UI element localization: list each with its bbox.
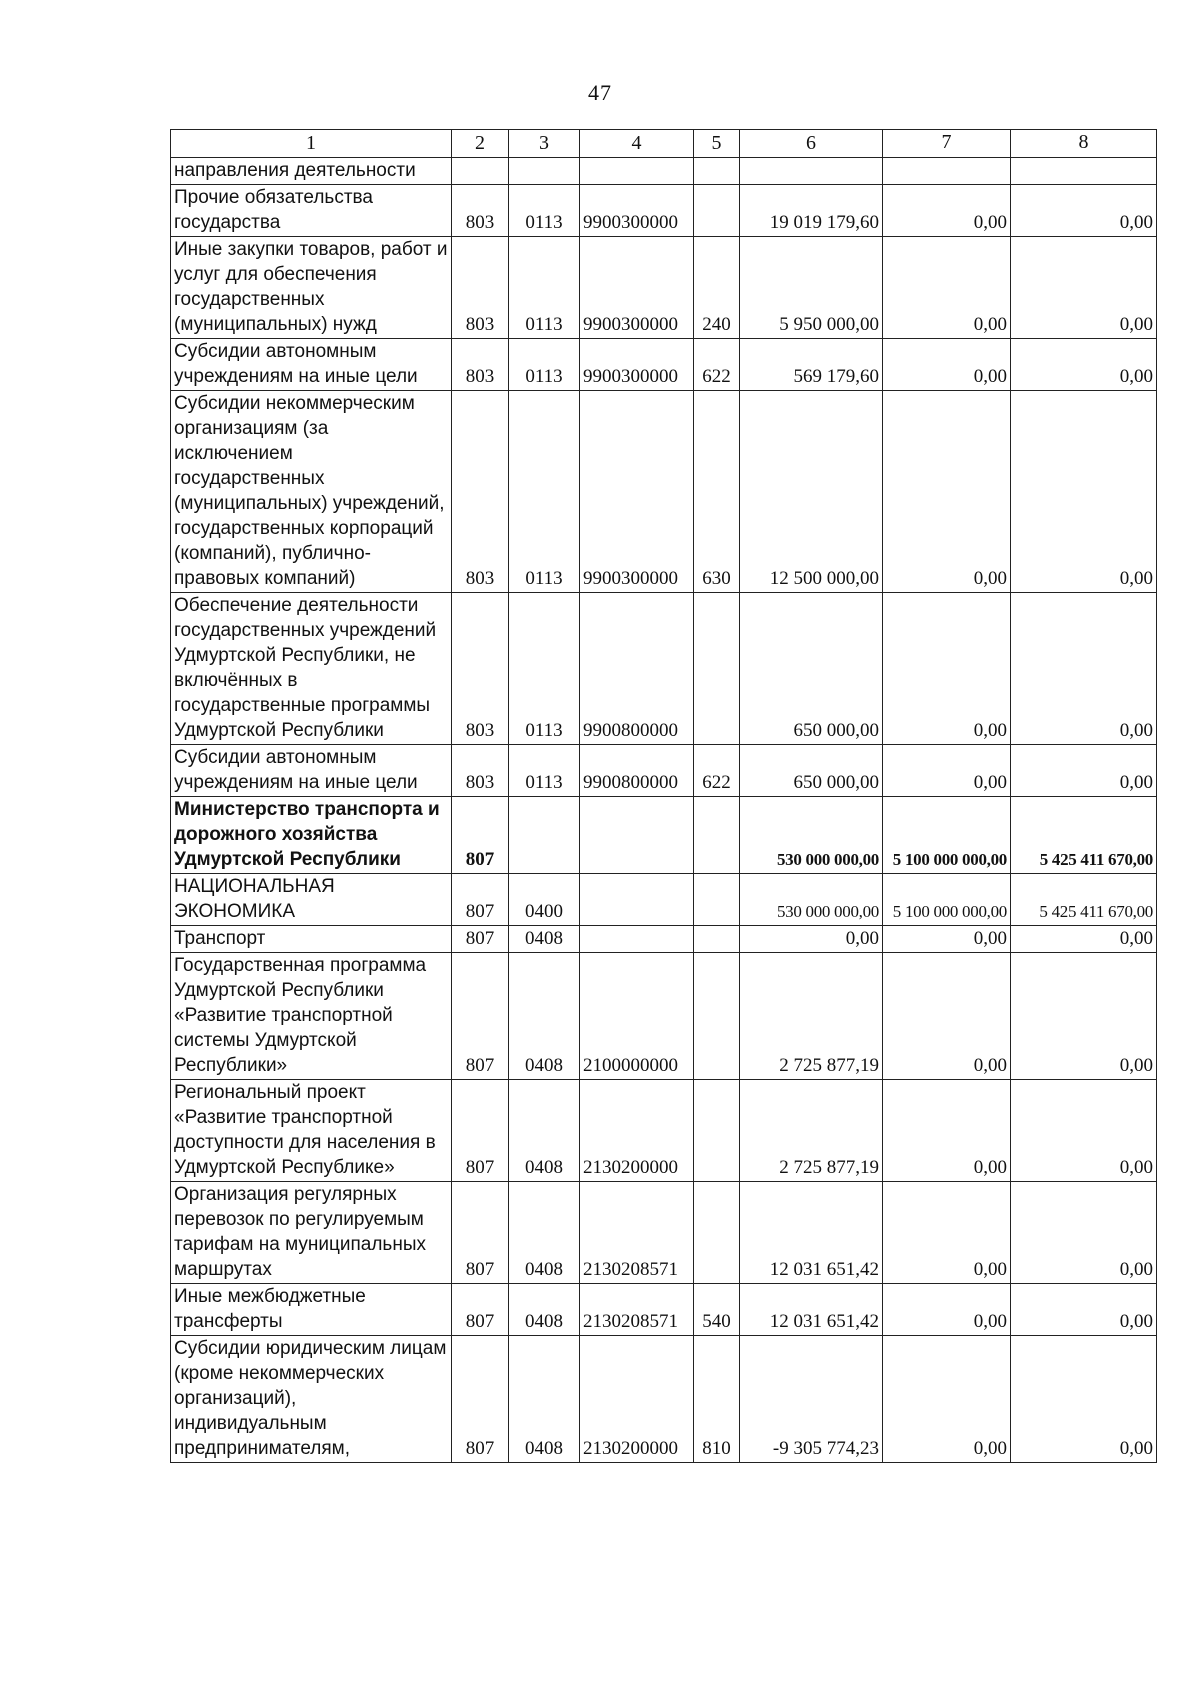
cell-amount-7: 0,00: [883, 1336, 1011, 1463]
cell-ministry-code: 803: [452, 185, 509, 237]
row-name: НАЦИОНАЛЬНАЯ ЭКОНОМИКА: [171, 874, 452, 926]
cell-amount-6: [740, 158, 883, 185]
cell-target-code: 2130200000: [580, 1080, 694, 1182]
cell-expense-type: 622: [694, 339, 740, 391]
cell-section-code: 0113: [509, 339, 580, 391]
cell-amount-7: 0,00: [883, 391, 1011, 593]
cell-amount-7: 0,00: [883, 237, 1011, 339]
cell-section-code: 0408: [509, 1284, 580, 1336]
table-row: [171, 926, 1157, 953]
cell-target-code: 9900300000: [580, 339, 694, 391]
cell-section-code: 0113: [509, 391, 580, 593]
cell-amount-6: 530 000 000,00: [740, 797, 883, 874]
row-name: Субсидии юридическим лицам (кроме некоммерческих организаций), индивидуальным предпринимателям,: [171, 1336, 452, 1463]
cell-target-code: [580, 926, 694, 953]
cell-expense-type: 540: [694, 1284, 740, 1336]
row-name: Субсидии автономным учреждениям на иные цели: [171, 745, 452, 797]
cell-section-code: 0400: [509, 874, 580, 926]
column-header-7: 7: [883, 130, 1011, 158]
row-name: Транспорт: [171, 926, 452, 953]
cell-expense-type: [694, 158, 740, 185]
cell-amount-6: 2 725 877,19: [740, 1080, 883, 1182]
table-row-ministry: [171, 797, 1157, 874]
column-header-1: 1: [171, 130, 452, 158]
cell-amount-6: 0,00: [740, 926, 883, 953]
column-header-8: 8: [1011, 130, 1157, 158]
cell-ministry-code: 803: [452, 593, 509, 745]
cell-target-code: 2100000000: [580, 953, 694, 1080]
row-name: Обеспечение деятельности государственных учреждений Удмуртской Республики, не включённых в государственные программы Удмуртской Республики: [171, 593, 452, 745]
cell-amount-8: 0,00: [1011, 391, 1157, 593]
table-row: [171, 237, 1157, 339]
cell-amount-8: [1011, 158, 1157, 185]
table-row: [171, 593, 1157, 745]
table-row: [171, 953, 1157, 1080]
cell-expense-type: [694, 593, 740, 745]
cell-section-code: 0113: [509, 185, 580, 237]
cell-section-code: 0408: [509, 1080, 580, 1182]
table-row: [171, 874, 1157, 926]
cell-section-code: 0113: [509, 593, 580, 745]
column-header-6: 6: [740, 130, 883, 158]
cell-ministry-code: 803: [452, 237, 509, 339]
cell-target-code: 2130208571: [580, 1284, 694, 1336]
cell-amount-7: 0,00: [883, 953, 1011, 1080]
cell-amount-6: -9 305 774,23: [740, 1336, 883, 1463]
cell-amount-7: 5 100 000 000,00: [883, 797, 1011, 874]
cell-ministry-code: 807: [452, 1080, 509, 1182]
cell-ministry-code: 803: [452, 339, 509, 391]
cell-target-code: [580, 158, 694, 185]
column-header-5: 5: [694, 130, 740, 158]
cell-amount-8: 0,00: [1011, 237, 1157, 339]
cell-expense-type: 622: [694, 745, 740, 797]
cell-ministry-code: [452, 158, 509, 185]
table-row: [171, 1284, 1157, 1336]
cell-target-code: 2130200000: [580, 1336, 694, 1463]
cell-ministry-code: 803: [452, 745, 509, 797]
column-header-4: 4: [580, 130, 694, 158]
cell-amount-6: 12 031 651,42: [740, 1182, 883, 1284]
table-row: [171, 1182, 1157, 1284]
cell-amount-7: 5 100 000 000,00: [883, 874, 1011, 926]
cell-amount-6: 569 179,60: [740, 339, 883, 391]
row-name: Министерство транспорта и дорожного хозяйства Удмуртской Республики: [171, 797, 452, 874]
table-row: [171, 339, 1157, 391]
cell-target-code: 9900300000: [580, 391, 694, 593]
cell-amount-6: 12 031 651,42: [740, 1284, 883, 1336]
cell-amount-8: 0,00: [1011, 1182, 1157, 1284]
table-row: [171, 1080, 1157, 1182]
cell-target-code: 9900800000: [580, 745, 694, 797]
cell-expense-type: [694, 1080, 740, 1182]
cell-target-code: 9900800000: [580, 593, 694, 745]
cell-amount-6: 530 000 000,00: [740, 874, 883, 926]
cell-section-code: [509, 797, 580, 874]
cell-ministry-code: 803: [452, 391, 509, 593]
column-header-3: 3: [509, 130, 580, 158]
row-name: направления деятельности: [171, 158, 452, 185]
cell-amount-7: 0,00: [883, 185, 1011, 237]
cell-amount-8: 5 425 411 670,00: [1011, 874, 1157, 926]
cell-amount-8: 0,00: [1011, 185, 1157, 237]
row-name: Организация регулярных перевозок по регулируемым тарифам на муниципальных маршрутах: [171, 1182, 452, 1284]
cell-ministry-code: 807: [452, 797, 509, 874]
header-row: [171, 130, 1157, 158]
table-row: [171, 391, 1157, 593]
cell-ministry-code: 807: [452, 1336, 509, 1463]
cell-target-code: 9900300000: [580, 237, 694, 339]
cell-ministry-code: 807: [452, 953, 509, 1080]
cell-target-code: [580, 797, 694, 874]
cell-section-code: 0408: [509, 953, 580, 1080]
cell-amount-8: 0,00: [1011, 1080, 1157, 1182]
cell-amount-7: 0,00: [883, 926, 1011, 953]
cell-ministry-code: 807: [452, 1284, 509, 1336]
cell-section-code: 0113: [509, 745, 580, 797]
table-row: [171, 158, 1157, 185]
row-name: Субсидии некоммерческим организациям (за исключением государственных (муниципальных) учреждений, государственных корпораций (компаний), публично-правовых компаний): [171, 391, 452, 593]
cell-expense-type: [694, 1182, 740, 1284]
cell-ministry-code: 807: [452, 874, 509, 926]
cell-amount-8: 0,00: [1011, 745, 1157, 797]
cell-amount-7: [883, 158, 1011, 185]
cell-section-code: [509, 158, 580, 185]
row-name: Прочие обязательства государства: [171, 185, 452, 237]
cell-amount-8: 5 425 411 670,00: [1011, 797, 1157, 874]
cell-amount-6: 650 000,00: [740, 745, 883, 797]
cell-expense-type: 630: [694, 391, 740, 593]
cell-amount-8: 0,00: [1011, 1284, 1157, 1336]
cell-expense-type: [694, 185, 740, 237]
cell-amount-8: 0,00: [1011, 339, 1157, 391]
table-row: [171, 1336, 1157, 1463]
page-number: 47: [588, 80, 612, 105]
cell-amount-6: 19 019 179,60: [740, 185, 883, 237]
cell-expense-type: [694, 953, 740, 1080]
budget-table: [170, 129, 1157, 1463]
cell-amount-6: 650 000,00: [740, 593, 883, 745]
cell-amount-8: 0,00: [1011, 926, 1157, 953]
cell-amount-7: 0,00: [883, 745, 1011, 797]
row-name: Иные межбюджетные трансферты: [171, 1284, 452, 1336]
cell-amount-7: 0,00: [883, 1284, 1011, 1336]
row-name: Государственная программа Удмуртской Республики «Развитие транспортной системы Удмуртской Республики»: [171, 953, 452, 1080]
cell-expense-type: 240: [694, 237, 740, 339]
cell-target-code: 2130208571: [580, 1182, 694, 1284]
cell-amount-8: 0,00: [1011, 953, 1157, 1080]
cell-expense-type: [694, 874, 740, 926]
cell-ministry-code: 807: [452, 926, 509, 953]
cell-amount-6: 2 725 877,19: [740, 953, 883, 1080]
cell-ministry-code: 807: [452, 1182, 509, 1284]
cell-amount-8: 0,00: [1011, 593, 1157, 745]
cell-amount-7: 0,00: [883, 593, 1011, 745]
cell-target-code: 9900300000: [580, 185, 694, 237]
cell-amount-7: 0,00: [883, 339, 1011, 391]
cell-amount-7: 0,00: [883, 1182, 1011, 1284]
row-name: Субсидии автономным учреждениям на иные цели: [171, 339, 452, 391]
cell-amount-8: 0,00: [1011, 1336, 1157, 1463]
cell-expense-type: [694, 926, 740, 953]
cell-expense-type: 810: [694, 1336, 740, 1463]
cell-section-code: 0408: [509, 1182, 580, 1284]
table-row: [171, 745, 1157, 797]
row-name: Иные закупки товаров, работ и услуг для обеспечения государственных (муниципальных) нужд: [171, 237, 452, 339]
table-row: [171, 185, 1157, 237]
cell-amount-6: 12 500 000,00: [740, 391, 883, 593]
column-header-2: 2: [452, 130, 509, 158]
cell-amount-7: 0,00: [883, 1080, 1011, 1182]
cell-section-code: 0408: [509, 926, 580, 953]
cell-expense-type: [694, 797, 740, 874]
cell-section-code: 0113: [509, 237, 580, 339]
cell-amount-6: 5 950 000,00: [740, 237, 883, 339]
cell-section-code: 0408: [509, 1336, 580, 1463]
row-name: Региональный проект «Развитие транспортной доступности для населения в Удмуртской Республике»: [171, 1080, 452, 1182]
cell-target-code: [580, 874, 694, 926]
